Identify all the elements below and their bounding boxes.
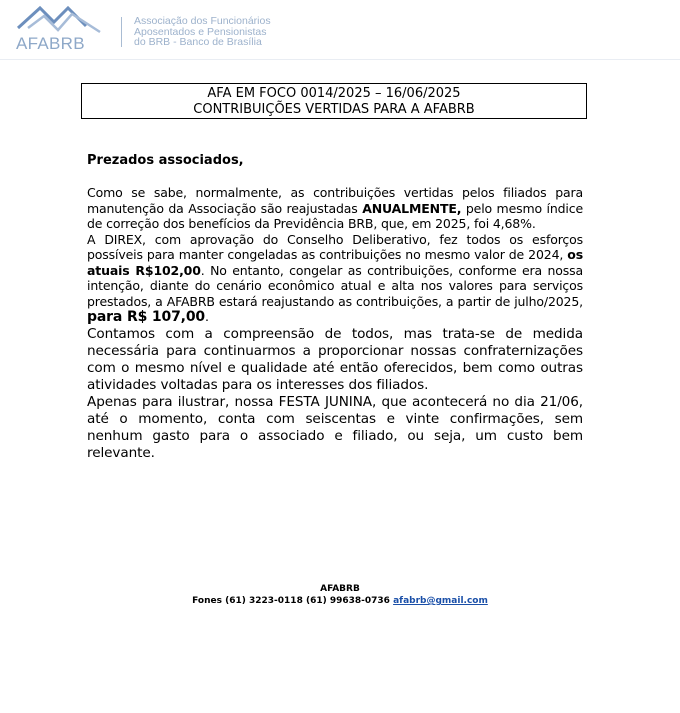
paragraph-4: Apenas para ilustrar, nossa FESTA JUNINA, que acontecerá no dia 21/06, até o momento, conta com seiscentas e vinte confirmações, sem nenhum gasto para o associado e filiado, ou seja, um custo bem relevante. [87, 393, 583, 461]
header-rule [0, 59, 680, 60]
paragraph-2 [87, 232, 583, 326]
letter-body [87, 153, 583, 462]
org-line-1: Associação dos Funcionários [134, 15, 271, 27]
footer-phones: Fones (61) 3223-0118 (61) 99638-0736 [192, 596, 394, 606]
p2-text-e: . [205, 309, 209, 324]
logo-wordmark: AFABRB [16, 34, 85, 53]
footer [0, 583, 680, 607]
paragraph-1 [87, 185, 583, 232]
org-name [134, 16, 271, 48]
document-title-box [81, 83, 587, 119]
footer-contact [0, 595, 680, 607]
p2-bold-new-value: para R$ 107,00 [87, 309, 206, 325]
title-line-2: CONTRIBUIÇÕES VERTIDAS PARA A AFABRB [193, 102, 475, 117]
org-line-3: do BRB - Banco de Brasília [134, 36, 262, 48]
p2-text-a: A DIREX, com aprovação do Conselho Deliberativo, fez todos os esforços possíveis para manter congeladas as contribuições no mesmo valor de 2024, [87, 231, 583, 262]
letterhead [0, 0, 680, 68]
title-line-1: AFA EM FOCO 0014/2025 – 16/06/2025 [207, 86, 461, 101]
paragraph-3: Contamos com a compreensão de todos, mas trata-se de medida necessária para continuarmos a proporcionar nossas confraternizações com o mesmo nível e qualidade até então oferecidos, bem como outras atividades voltadas para os interesses dos filiados. [87, 325, 583, 393]
p1-text-c: pelo mesmo índice de correção dos benefícios da Previdência BRB, que, em 2025, foi 4,68%. [87, 200, 583, 231]
p2-text-c: . No entanto, congelar as contribuições, conforme era nossa intenção, diante do cenário econômico atual e alta nos valores para serviços prestados, a AFABRB estará reajustando as contribuições, a partir de julho/2025, [87, 262, 583, 309]
header-divider [121, 17, 122, 47]
footer-name: AFABRB [320, 584, 360, 594]
footer-email-link[interactable]: afabrb@gmail.com [393, 596, 488, 606]
p1-bold-anualmente: ANUALMENTE, [362, 200, 462, 216]
org-line-2: Aposentados e Pensionistas [134, 25, 267, 38]
p1-text-a: Como se sabe, normalmente, as contribuições vertidas pelos filiados para manutenção da Associação são reajustadas [87, 185, 583, 216]
p2-bold-current-value: os atuais R$102,00 [87, 247, 583, 278]
greeting: Prezados associados, [87, 153, 244, 168]
